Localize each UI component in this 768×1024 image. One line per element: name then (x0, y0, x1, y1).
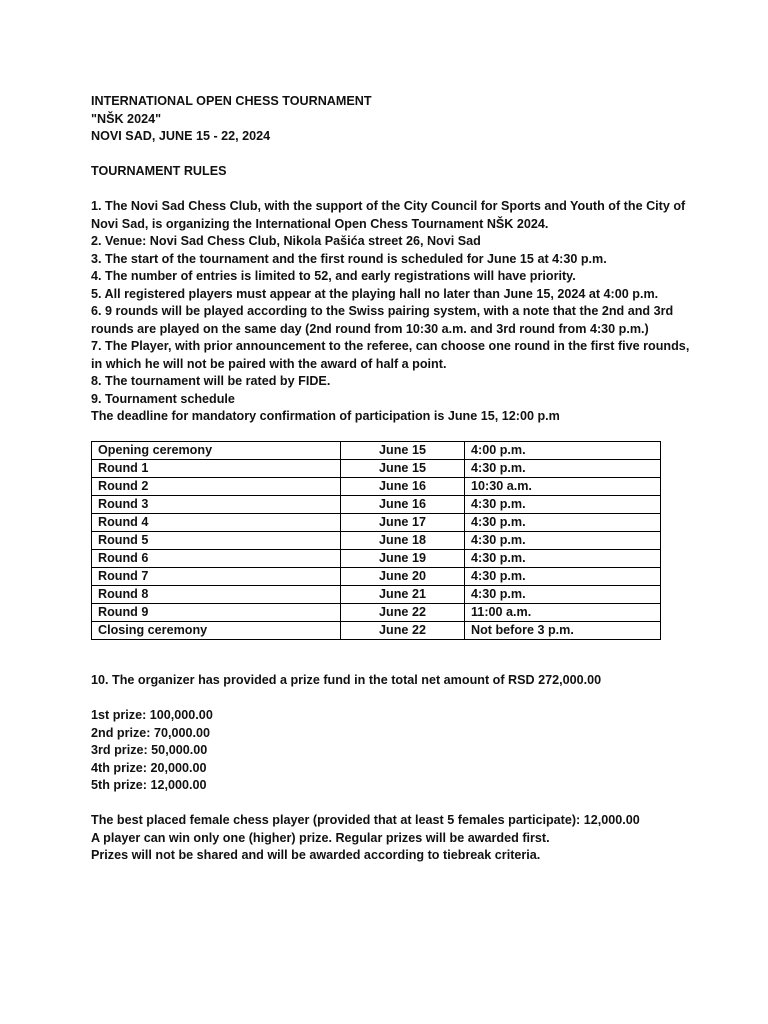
schedule-event: Round 2 (92, 477, 341, 495)
schedule-date: June 16 (341, 495, 465, 513)
rules-list (91, 198, 691, 426)
schedule-date: June 20 (341, 567, 465, 585)
table-row (92, 531, 661, 549)
rule-line: 7. The Player, with prior announcement to the referee, can choose one round in the first five rounds, (91, 339, 690, 353)
rule-line: 6. 9 rounds will be played according to the Swiss pairing system, with a note that the 2nd and 3rd (91, 304, 674, 318)
schedule-date: June 16 (341, 477, 465, 495)
document-page (91, 93, 691, 865)
tournament-title: INTERNATIONAL OPEN CHESS TOURNAMENT (91, 94, 372, 108)
schedule-time: 4:00 p.m. (465, 441, 661, 459)
schedule-event: Round 7 (92, 567, 341, 585)
schedule-event: Closing ceremony (92, 621, 341, 639)
schedule-date: June 21 (341, 585, 465, 603)
rule-line: in which he will not be paired with the award of half a point. (91, 356, 447, 371)
table-row (92, 441, 661, 459)
schedule-time: 4:30 p.m. (465, 531, 661, 549)
table-row (92, 621, 661, 639)
schedule-table (91, 441, 661, 640)
schedule-event: Round 6 (92, 549, 341, 567)
rule-line: 2. Venue: Novi Sad Chess Club, Nikola Pašića street 26, Novi Sad (91, 234, 481, 248)
schedule-date: June 17 (341, 513, 465, 531)
schedule-event: Round 9 (92, 603, 341, 621)
schedule-event: Opening ceremony (92, 441, 341, 459)
rule-line: The deadline for mandatory confirmation of participation is June 15, 12:00 p.m (91, 409, 560, 423)
table-row (92, 549, 661, 567)
schedule-time: 4:30 p.m. (465, 513, 661, 531)
schedule-date: June 19 (341, 549, 465, 567)
table-row (92, 459, 661, 477)
schedule-date: June 15 (341, 459, 465, 477)
table-row (92, 513, 661, 531)
rule-line: 4. The number of entries is limited to 52, and early registrations will have priority. (91, 269, 576, 283)
prize-item: 4th prize: 20,000.00 (91, 760, 207, 775)
prizes-list (91, 707, 691, 795)
schedule-date: June 18 (341, 531, 465, 549)
table-row (92, 585, 661, 603)
rule-line: 1. The Novi Sad Chess Club, with the support of the City Council for Sports and Youth of the City of (91, 199, 686, 213)
rule-line: 9. Tournament schedule (91, 391, 235, 406)
schedule-event: Round 1 (92, 459, 341, 477)
schedule-date: June 22 (341, 603, 465, 621)
schedule-event: Round 8 (92, 585, 341, 603)
rules-heading: TOURNAMENT RULES (91, 164, 227, 178)
table-row (92, 567, 661, 585)
table-row (92, 603, 661, 621)
schedule-event: Round 4 (92, 513, 341, 531)
prize-item: 5th prize: 12,000.00 (91, 778, 207, 792)
tournament-name: "NŠK 2024" (91, 111, 162, 126)
table-row (92, 477, 661, 495)
prize-note: A player can win only one (higher) prize. Regular prizes will be awarded first. (91, 830, 550, 845)
tournament-location-dates: NOVI SAD, JUNE 15 - 22, 2024 (91, 129, 271, 143)
schedule-time: 11:00 a.m. (465, 603, 661, 621)
schedule-time: Not before 3 p.m. (465, 621, 661, 639)
prize-note: The best placed female chess player (provided that at least 5 females participate): 12,000.00 (91, 813, 640, 827)
rule-line: 8. The tournament will be rated by FIDE. (91, 374, 331, 388)
prize-item: 3rd prize: 50,000.00 (91, 743, 208, 757)
prize-notes (91, 812, 691, 865)
schedule-date: June 15 (341, 441, 465, 459)
rule-line: 3. The start of the tournament and the first round is scheduled for June 15 at 4:30 p.m. (91, 251, 607, 266)
prize-item: 2nd prize: 70,000.00 (91, 725, 211, 740)
table-row (92, 495, 661, 513)
schedule-time: 4:30 p.m. (465, 459, 661, 477)
prize-item: 1st prize: 100,000.00 (91, 708, 213, 722)
schedule-time: 4:30 p.m. (465, 495, 661, 513)
rule-line: rounds are played on the same day (2nd round from 10:30 a.m. and 3rd round from 4:30 p.m.) (91, 321, 649, 336)
prize-fund-text: 10. The organizer has provided a prize fund in the total net amount of RSD 272,000.00 (91, 673, 602, 687)
schedule-event: Round 3 (92, 495, 341, 513)
schedule-date: June 22 (341, 621, 465, 639)
prize-note: Prizes will not be shared and will be awarded according to tiebreak criteria. (91, 848, 541, 862)
schedule-time: 4:30 p.m. (465, 567, 661, 585)
schedule-time: 10:30 a.m. (465, 477, 661, 495)
schedule-event: Round 5 (92, 531, 341, 549)
rule-line: 5. All registered players must appear at the playing hall no later than June 15, 2024 at 4:00 p.m. (91, 286, 659, 301)
schedule-time: 4:30 p.m. (465, 549, 661, 567)
rule-line: Novi Sad, is organizing the International Open Chess Tournament NŠK 2024. (91, 216, 549, 231)
schedule-time: 4:30 p.m. (465, 585, 661, 603)
